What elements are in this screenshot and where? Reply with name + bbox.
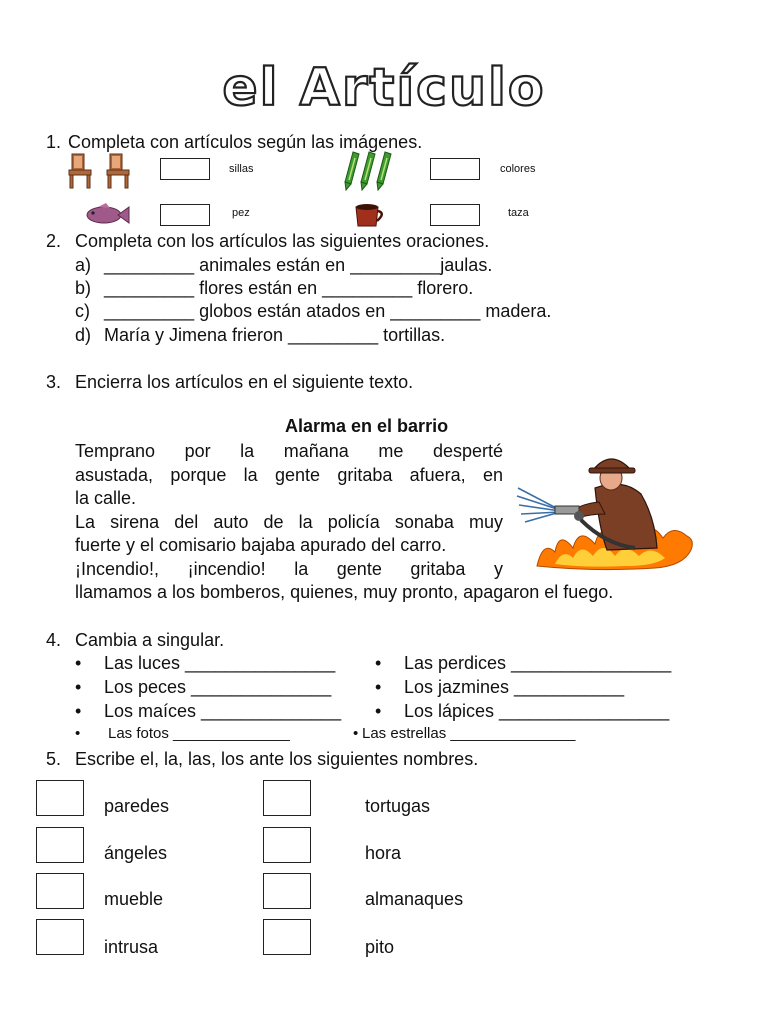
list-item: • Los maíces ______________ xyxy=(75,701,342,721)
noun-word: hora xyxy=(365,843,402,863)
question-5 xyxy=(0,748,768,770)
question-2 xyxy=(0,230,768,252)
fish-icon xyxy=(84,203,130,227)
answer-box-colores[interactable] xyxy=(430,158,480,180)
list-item: • Las estrellas _______________ xyxy=(353,725,576,742)
answer-box-sillas[interactable] xyxy=(160,158,210,180)
question-text: Encierra los artículos en el siguiente texto. xyxy=(75,372,414,392)
question-4 xyxy=(0,629,768,651)
crayons-icon xyxy=(343,150,397,192)
question-text: Completa con artículos según las imágenes. xyxy=(68,132,423,152)
story-title: Alarma en el barrio xyxy=(285,416,449,436)
sentence-d: d) María y Jimena frieron _________ tortillas. xyxy=(75,325,446,345)
noun-word: tortugas xyxy=(365,796,431,816)
answer-box[interactable] xyxy=(263,873,311,909)
item-label-taza: taza xyxy=(508,207,529,219)
list-item: • Las perdices ________________ xyxy=(375,653,672,673)
sentence-c: c) _________ globos están atados en _________ madera. xyxy=(75,301,552,321)
question-text: Completa con los artículos las siguientes oraciones. xyxy=(75,231,490,251)
answer-box[interactable] xyxy=(36,919,84,955)
page-title: el Artículo xyxy=(222,58,546,118)
story-last-line: llamamos a los bomberos, quienes, muy pronto, apagaron el fuego. xyxy=(75,582,614,602)
cup-icon xyxy=(352,201,388,229)
noun-word: ángeles xyxy=(104,843,168,863)
noun-word: pito xyxy=(365,937,395,957)
answer-box-taza[interactable] xyxy=(430,204,480,226)
question-text: Cambia a singular. xyxy=(75,630,225,650)
list-item: • Las luces _______________ xyxy=(75,653,336,673)
question-number: 4. xyxy=(46,630,62,650)
answer-box[interactable] xyxy=(263,919,311,955)
noun-word: paredes xyxy=(104,796,170,816)
sentence-a: a) _________ animales están en _________jaulas. xyxy=(75,255,493,275)
noun-word: intrusa xyxy=(104,937,159,957)
answer-box[interactable] xyxy=(263,780,311,816)
answer-box-pez[interactable] xyxy=(160,204,210,226)
item-label-sillas: sillas xyxy=(229,163,254,175)
question-number: 3. xyxy=(46,372,62,392)
firefighter-icon xyxy=(515,448,700,573)
answer-box[interactable] xyxy=(36,780,84,816)
list-item: • Las fotos ______________ xyxy=(75,725,290,742)
list-item: • Los jazmines ___________ xyxy=(375,677,625,697)
list-item: • Los lápices _________________ xyxy=(375,701,670,721)
answer-box[interactable] xyxy=(36,827,84,863)
question-number: 2. xyxy=(46,231,62,251)
noun-word: mueble xyxy=(104,889,164,909)
question-3 xyxy=(0,371,768,393)
question-number: 5. xyxy=(46,749,62,769)
noun-word: almanaques xyxy=(365,889,464,909)
list-item: • Los peces ______________ xyxy=(75,677,332,697)
story-paragraph: Temprano por la mañana me desperté asustada, porque la gente gritaba afuera, en la calle. La sirena del auto de la policía sonaba muy fuerte y el comisario bajaba apurado del carro. ¡Incendio!, ¡incendio! la gente gritaba y xyxy=(75,441,503,579)
answer-box[interactable] xyxy=(263,827,311,863)
question-number: 1. xyxy=(46,132,62,152)
answer-box[interactable] xyxy=(36,873,84,909)
item-label-colores: colores xyxy=(500,163,536,175)
chairs-icon xyxy=(66,152,140,190)
sentence-b: b) _________ flores están en _________ florero. xyxy=(75,278,474,298)
question-text: Escribe el, la, las, los ante los siguientes nombres. xyxy=(75,749,479,769)
item-label-pez: pez xyxy=(232,207,250,219)
